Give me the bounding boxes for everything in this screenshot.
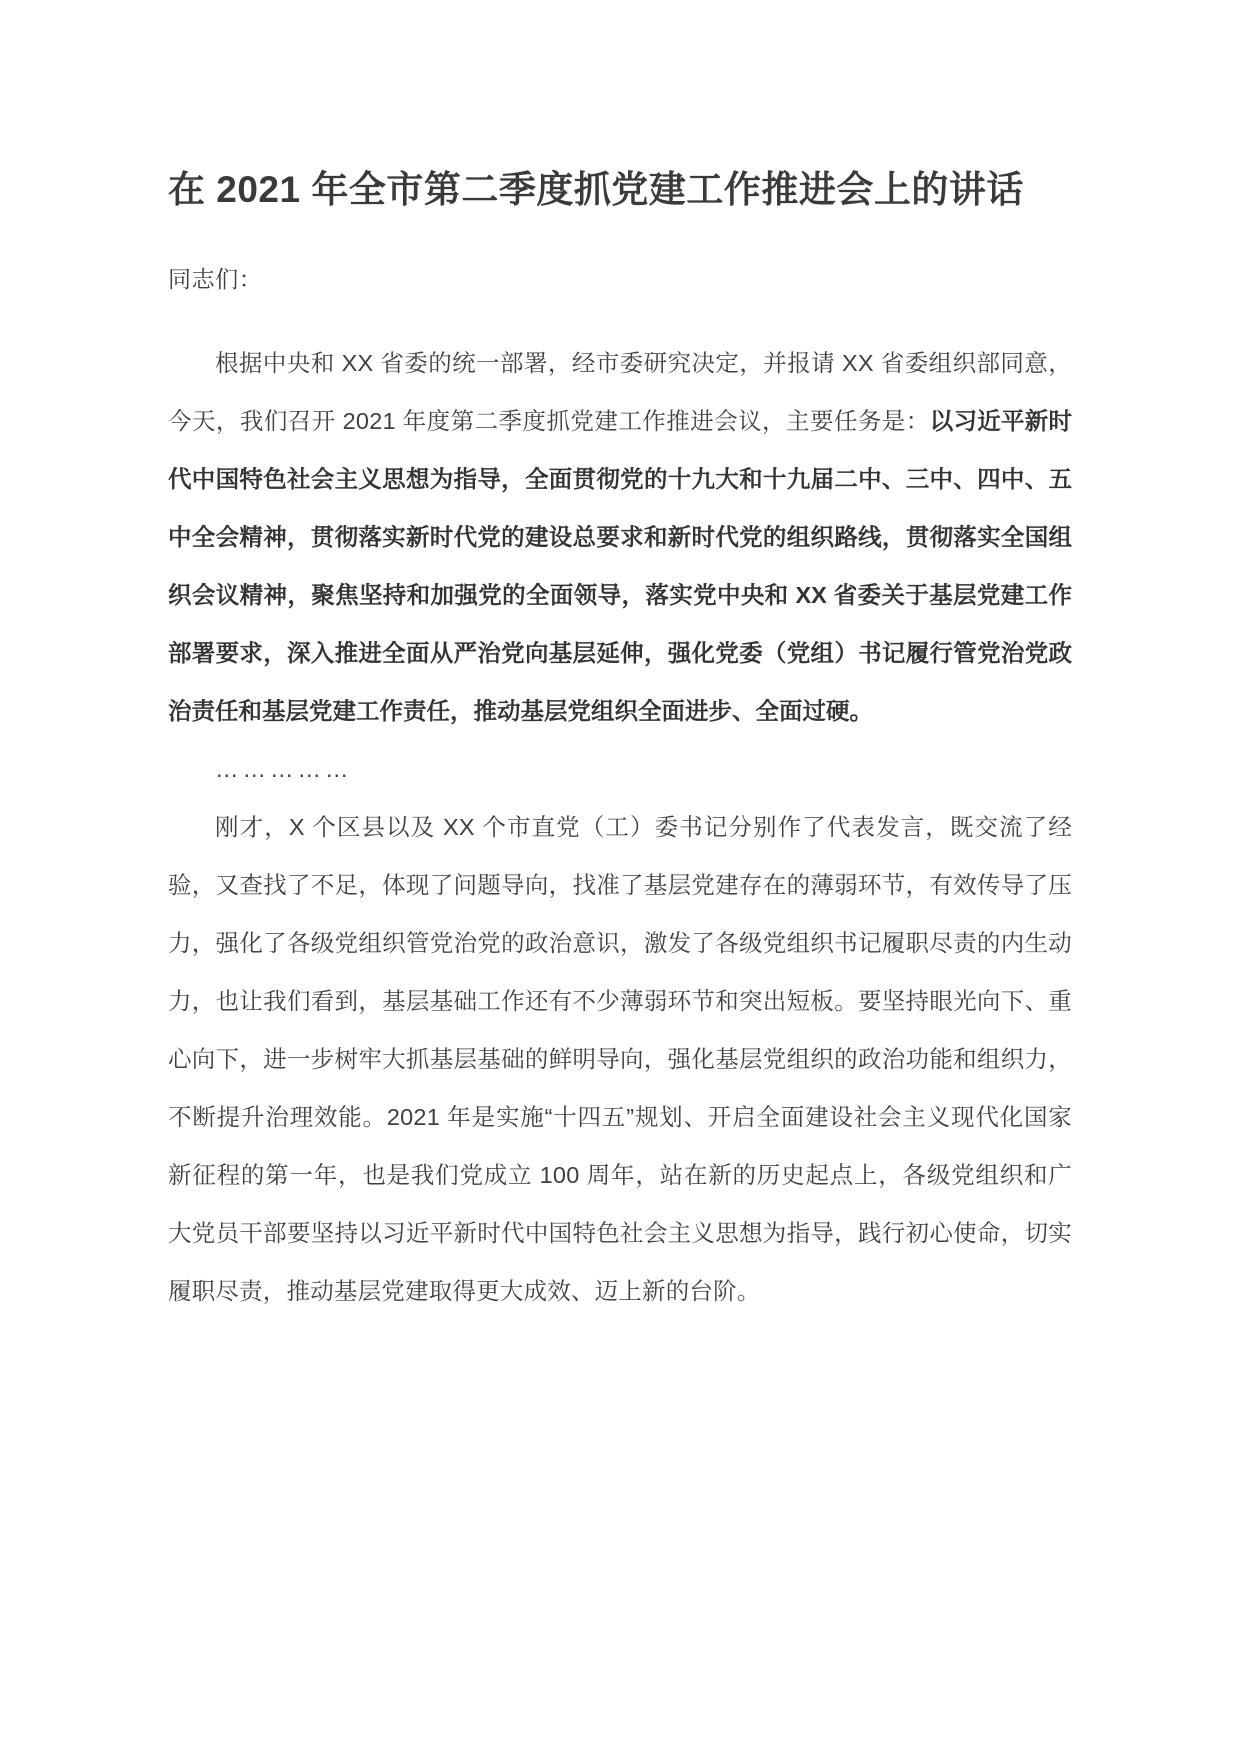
ellipsis-paragraph: …………… [215,755,353,782]
page-title: 在 2021 年全市第二季度抓党建工作推进会上的讲话 [168,169,1024,210]
review-paragraph: 刚才，X 个区县以及 XX 个市直党（工）委书记分别作了代表发言，既交流了经验，又查找了不足，体现了问题导向，找准了基层党建存在的薄弱环节，有效传导了压力，强化了各级党组织管党治党的政治意识，激发了各级党组织书记履职尽责的内生动力，也让我们看到，基层基础工作还有不少薄弱环节和突出短板。要坚持眼光向下、重心向下，进一步树牢大抓基层基础的鲜明导向，强化基层党组织的政治功能和组织力，不断提升治理效能。2021 年是实施“十四五”规划、开启全面建设社会主义现代化国家新征程的第一年，也是我们党成立 100 周年，站在新的历史起点上，各级党组织和广大党员干部要坚持以习近平新时代中国特色社会主义思想为指导，践行初心使命，切实履职尽责，推动基层党建取得更大成效、迈上新的台阶。 [168,813,1072,1304]
opening-paragraph-bold-text: 以习近平新时代中国特色社会主义思想为指导，全面贯彻党的十九大和十九届二中、三中、四中、五中全会精神，贯彻落实新时代党的建设总要求和新时代党的组织路线，贯彻落实全国组织会议精神，聚焦坚持和加强党的全面领导，落实党中央和 XX 省委关于基层党建工作部署要求，深入推进全面从严治党向基层延伸，强化党委（党组）书记履行管党治党政治责任和基层党建工作责任，推动基层党组织全面进步、全面过硬。 [168,407,1073,724]
opening-paragraph [168,334,1072,740]
salutation: 同志们： [168,265,263,292]
opening-paragraph-text: 根据中央和 XX 省委的统一部署，经市委研究决定，并报请 XX 省委组织部同意，今天，我们召开 2021 年度第二季度抓党建工作推进会议，主要任务是： [168,349,1072,434]
